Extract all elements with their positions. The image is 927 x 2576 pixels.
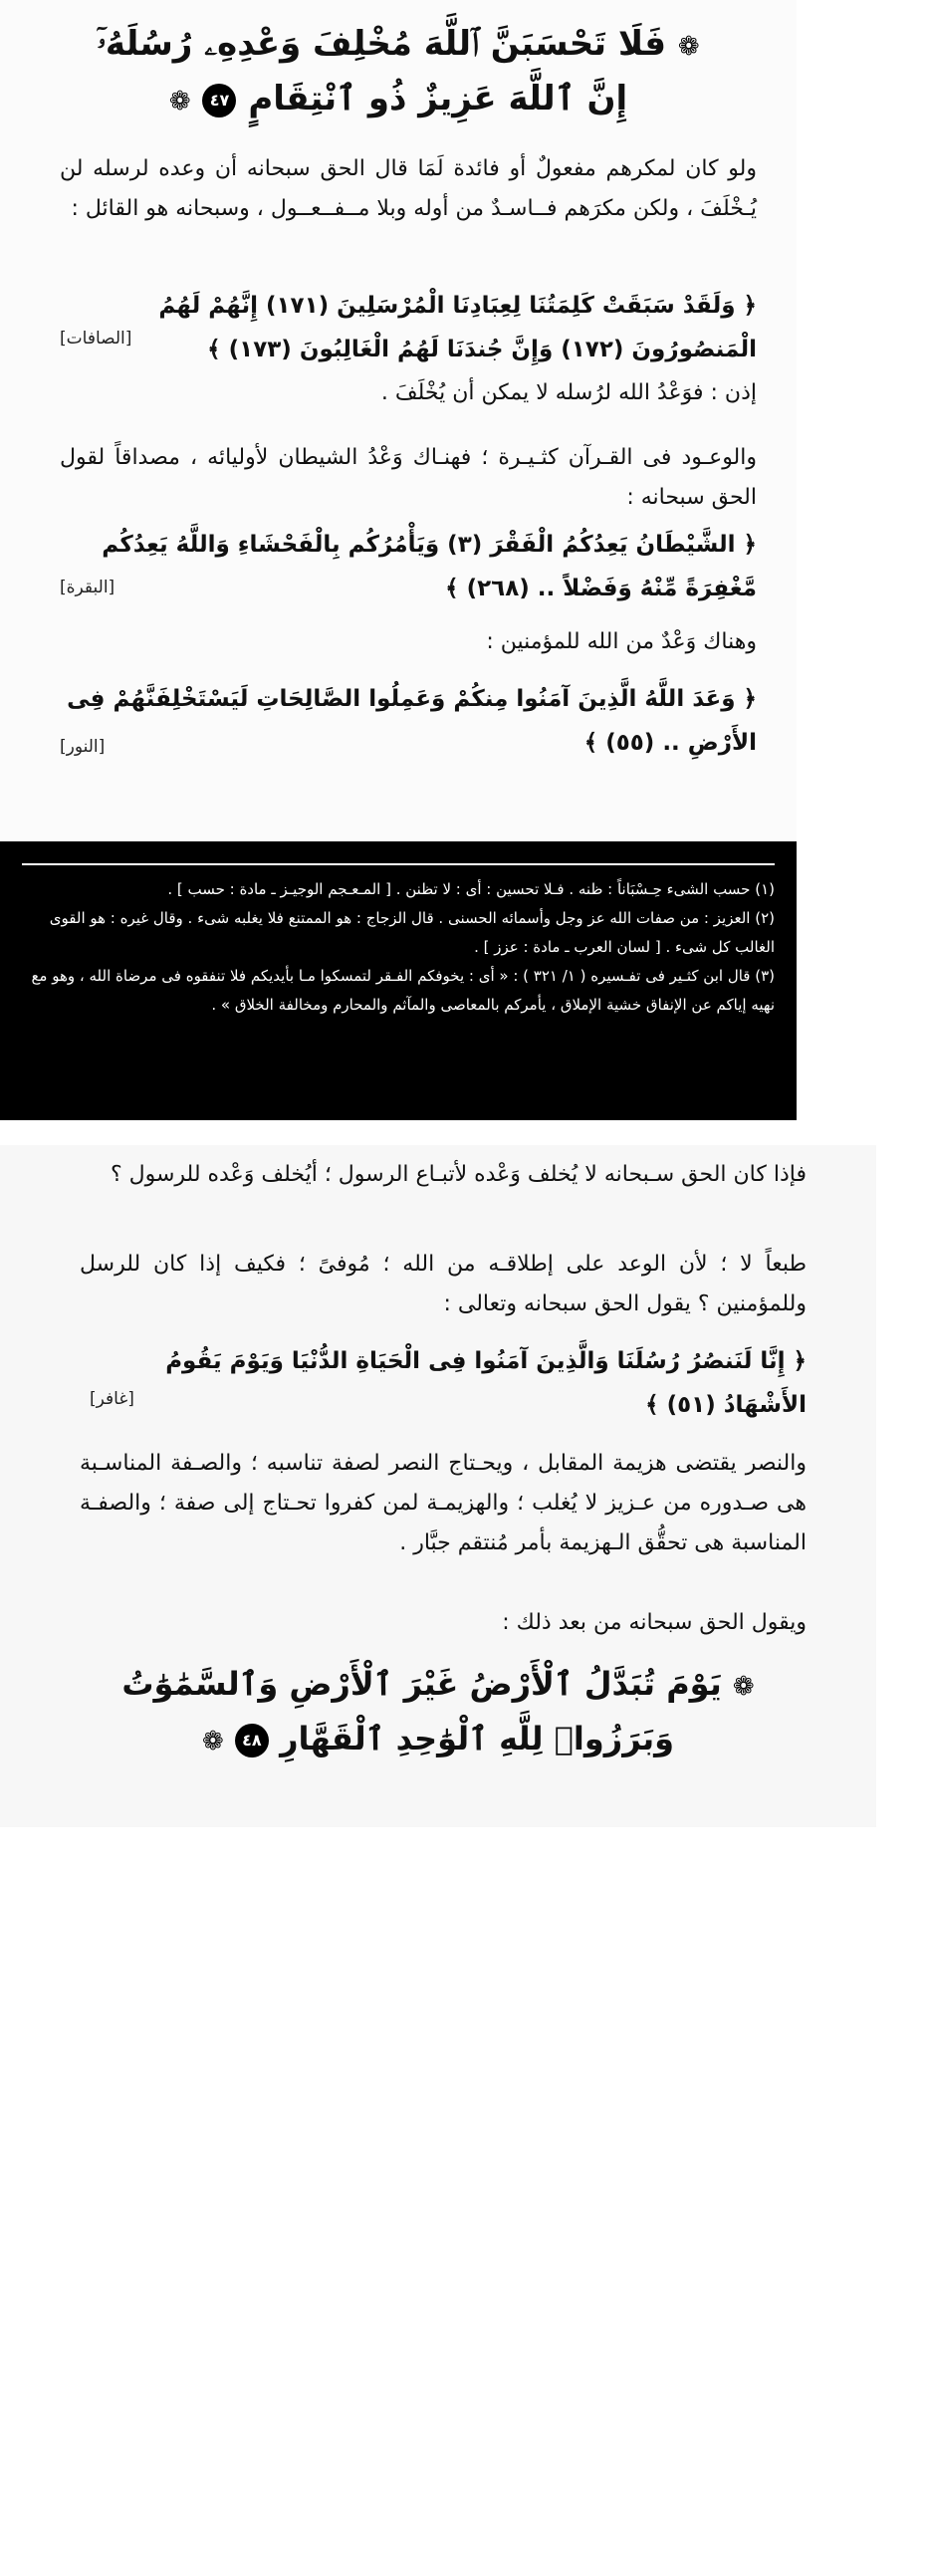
verse-48-line-2 [0,1713,876,1767]
surah-reference: [الصافات] [60,329,132,349]
verse-48 [0,1658,876,1767]
book-page-bottom [0,1145,876,1827]
paragraph: والنصر يقتضى هزيمة المقابل ، ويحـتاج النصر لصفة تناسبه ؛ والصـفة المناسـبة هى صـدوره من عـزيز لا يُغلب ؛ والهزيمـة لمن كفروا تحـتاج إلى صفة ؛ والصفـة المناسبة هى تحقُّق الـهزيمة بأمر مُنتقم جبَّار . [80,1451,807,1555]
paragraph: فإذا كان الحق سـبحانه لا يُخلف وَعْده لأتبـاع الرسول ؛ أيُخلف وَعْده للرسول ؟ [110,1162,807,1187]
quran-quote: ﴿ الشَّيْطَانُ يَعِدُكُمُ الْفَقْرَ (٣) وَيَأْمُرُكُم بِالْفَحْشَاءِ وَاللَّهُ يَعِدُكُم مَّغْفِرَةً مِّنْهُ وَفَضْلاً .. (٢٦٨) ﴾ [102,532,757,601]
verse-text: يَوْمَ تُبَدَّلُ ٱلْأَرْضُ غَيْرَ ٱلْأَرْضِ وَٱلسَّمَٰوَٰتُ [121,1665,722,1703]
verse-ornament-icon: ❁ [168,87,191,117]
ayah-number-badge: ٤٨ [235,1724,269,1757]
verse-ornament-icon: ❁ [677,32,700,62]
paragraph: والوعـود فى القـرآن كثـيـرة ؛ فهنـاك وَعْدُ الشيطان لأوليائه ، مصداقاً لقول الحق سبحانه : [60,445,757,510]
quran-quote: ﴿ إِنَّا لَنَنصُرُ رُسُلَنَا وَالَّذِينَ آمَنُوا فِى الْحَيَاةِ الدُّنْيَا وَيَوْمَ يَقُومُ الأَشْهَادُ (٥١) ﴾ [165,1348,807,1418]
quran-quote: ﴿ وَلَقَدْ سَبَقَتْ كَلِمَتُنَا لِعِبَادِنَا الْمُرْسَلِينَ (١٧١) إِنَّهُمْ لَهُمُ الْمَنصُورُونَ (١٧٢) وَإِنَّ جُندَنَا لَهُمُ الْغَالِبُونَ (١٧٣) ﴾ [158,293,757,362]
verse-text: فَلَا تَحْسَبَنَّ ٱللَّهَ مُخْلِفَ وَعْدِهِۦ رُسُلَهُۥٓ [97,24,666,64]
verse-47-line-1 [0,18,797,73]
paragraph: وهناك وَعْدٌ من الله للمؤمنين : [486,629,757,654]
footnote: (٣) قال ابن كثـير فى تفـسيره ( ١/ ٣٢١ ) : « أى : يخوفكم الفـقر لتمسكوا مـا بأيديكم فلا تنفقوه فى مرضاة الله ، وهو مع نهيه إياكم عن الإنفاق خشية الإملاق ، يأمركم بالمعاصى والمآثم والمحارم ومخالفة الخلاق » . [31,967,775,1014]
paragraph: ويقول الحق سبحانه من بعد ذلك : [502,1610,807,1635]
verse-ornament-icon: ❁ [201,1727,224,1756]
footnote: (٢) العزيز : من صفات الله عز وجل وأسمائه الحسنى . قال الزجاج : هو الممتنع فلا يغلبه شىء . وقال غيره : هو القوى الغالب كل شىء . [ لسان العرب ـ مادة : عزز ] . [49,909,775,956]
surah-reference: [غافر] [90,1389,134,1409]
verse-48-line-1 [0,1658,876,1713]
paragraph: إذن : فوَعْدُ الله لرُسله لا يمكن أن يُخْلَفَ . [380,380,757,405]
footnotes-panel [0,841,797,1120]
ayah-number-badge: ٤٧ [202,84,236,117]
verse-text: وَبَرَزُوا۟ لِلَّهِ ٱلْوَٰحِدِ ٱلْقَهَّارِ [280,1720,674,1757]
footnote-divider [22,863,775,865]
book-page-top [0,0,797,1095]
paragraph: طبعاً لا ؛ لأن الوعد على إطلاقـه من الله ؛ مُوفىً ؛ فكيف إذا كان للرسل وللمؤمنين ؟ يقول الحق سبحانه وتعالى : [80,1252,807,1316]
verse-47-line-2 [0,73,797,127]
paragraph: ولو كان لمكرهم مفعولٌ أو فائدة لَمَا قال الحق سبحانه أن وعده لرسله لن يُـخْلَفَ ، ولكن مكرَهم فــاسـدٌ من أوله وبلا مــفــعــول ، وسبحانه هو القائل : [60,156,757,221]
surah-reference: [النور] [60,737,106,757]
quran-quote: ﴿ وَعَدَ اللَّهُ الَّذِينَ آمَنُوا مِنكُمْ وَعَمِلُوا الصَّالِحَاتِ لَيَسْتَخْلِفَنَّهُمْ فِى الأَرْضِ .. (٥٥) ﴾ [67,686,757,756]
footnote: (١) حسب الشىء حِـسْبَاناً : ظنه . فـلا تحسين : أى : لا تظنن . [ المـعـجم الوجيـز ـ مادة : حسب ] . [167,880,775,898]
verse-ornament-icon: ❁ [732,1672,755,1702]
surah-reference: [البقرة] [60,578,116,597]
verse-text: إِنَّ ٱللَّهَ عَزِيزٌ ذُو ٱنْتِقَامٍ [248,79,628,118]
verse-47 [0,18,797,127]
